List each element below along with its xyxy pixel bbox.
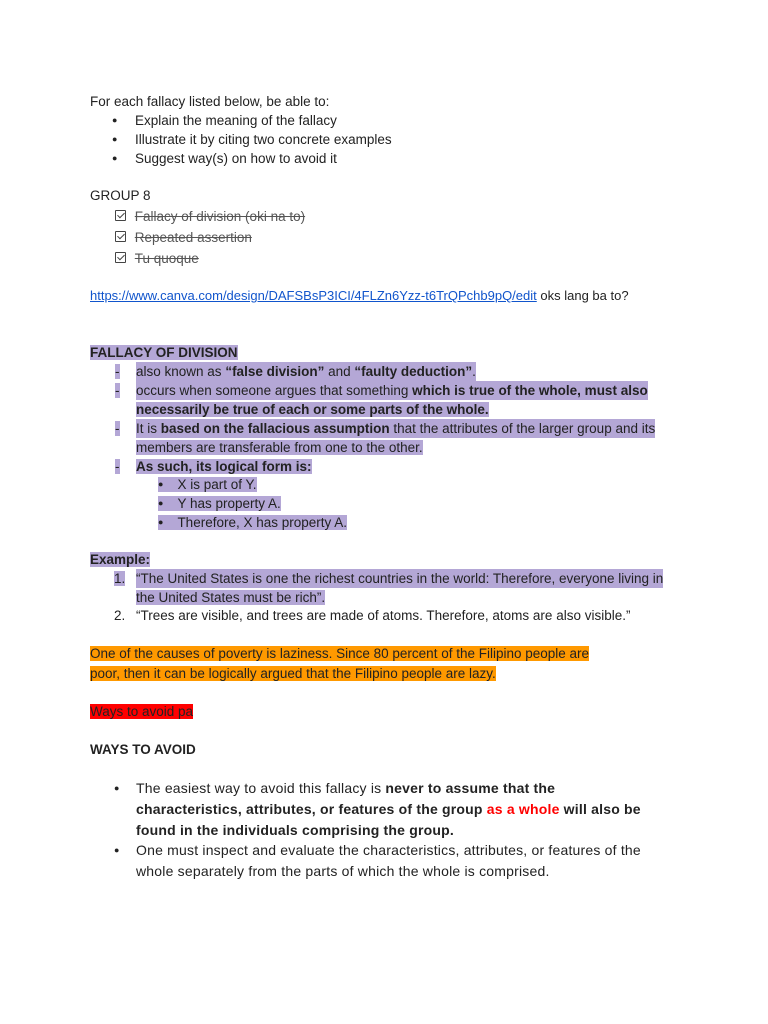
checkbox-checked-icon[interactable]	[115, 210, 126, 221]
ways-bullet-cont: found in the individuals comprising the group.	[136, 822, 454, 838]
poverty-paragraph-cont: poor, then it can be logically argued that the Filipino people are lazy.	[90, 666, 496, 681]
ways-bullet: ● The easiest way to avoid this fallacy is never to assume that the	[114, 778, 120, 800]
intro-item: ● Explain the meaning of the fallacy	[112, 111, 117, 132]
logical-form-item: ● Y has property A.	[158, 494, 281, 515]
bullet-icon	[114, 842, 120, 858]
division-bullet: - As such, its logical form is:	[115, 459, 312, 474]
checklist-item[interactable]: Repeated assertion	[115, 228, 252, 247]
checkbox-checked-icon[interactable]	[115, 231, 126, 242]
example-item: 1. “The United States is one the richest countries in the world: Therefore, everyone living in	[114, 571, 664, 586]
canva-link[interactable]: https://www.canva.com/design/DAFSBsP3ICI/4FLZn6Yzz-t6TrQPchb9pQ/edit	[90, 288, 537, 303]
division-bullet-cont: members are transferable from one to the other.	[136, 440, 423, 455]
division-bullet: - occurs when someone argues that something which is true of the whole, must also	[115, 383, 648, 398]
ways-title: WAYS TO AVOID	[90, 742, 196, 757]
checkbox-checked-icon[interactable]	[115, 252, 126, 263]
ways-bullet: ● One must inspect and evaluate the characteristics, attributes, or features of the	[114, 840, 120, 862]
checklist-item[interactable]: Tu quoque	[115, 249, 199, 268]
section-title: FALLACY OF DIVISION	[90, 345, 238, 360]
bullet-icon	[112, 132, 117, 147]
division-bullet-cont: necessarily be true of each or some parts of the whole.	[136, 402, 489, 417]
intro-item: ● Illustrate it by citing two concrete examples	[112, 130, 117, 151]
ways-bullet-cont: whole separately from the parts of which the whole is comprised.	[136, 863, 550, 879]
canva-link-line: https://www.canva.com/design/DAFSBsP3ICI/4FLZn6Yzz-t6TrQPchb9pQ/edit oks lang ba to?	[90, 288, 629, 303]
bullet-icon	[112, 113, 117, 128]
checklist-item[interactable]: Fallacy of division (oki na to)	[115, 207, 305, 226]
bullet-icon	[114, 780, 120, 796]
ways-bullet-cont: characteristics, attributes, or features of the group as a whole will also be	[136, 801, 641, 817]
division-bullet: - It is based on the fallacious assumption that the attributes of the larger group and its	[115, 421, 656, 436]
ways-note: Ways to avoid pa	[90, 704, 194, 719]
example-item: 2. “Trees are visible, and trees are made of atoms. Therefore, atoms are also visible.”	[114, 608, 631, 623]
logical-form-item: ● Therefore, X has property A.	[158, 513, 347, 534]
division-bullet: - also known as “false division” and “faulty deduction”.	[115, 364, 476, 379]
intro-heading: For each fallacy listed below, be able to:	[90, 94, 330, 109]
example-item-cont: the United States must be rich”.	[136, 590, 326, 605]
bullet-icon	[112, 151, 117, 166]
logical-form-item: ● X is part of Y.	[158, 475, 257, 496]
poverty-paragraph: One of the causes of poverty is laziness. Since 80 percent of the Filipino people are	[90, 646, 590, 661]
intro-item: ● Suggest way(s) on how to avoid it	[112, 149, 117, 170]
group-title: GROUP 8	[90, 188, 151, 203]
example-title: Example:	[90, 552, 151, 567]
